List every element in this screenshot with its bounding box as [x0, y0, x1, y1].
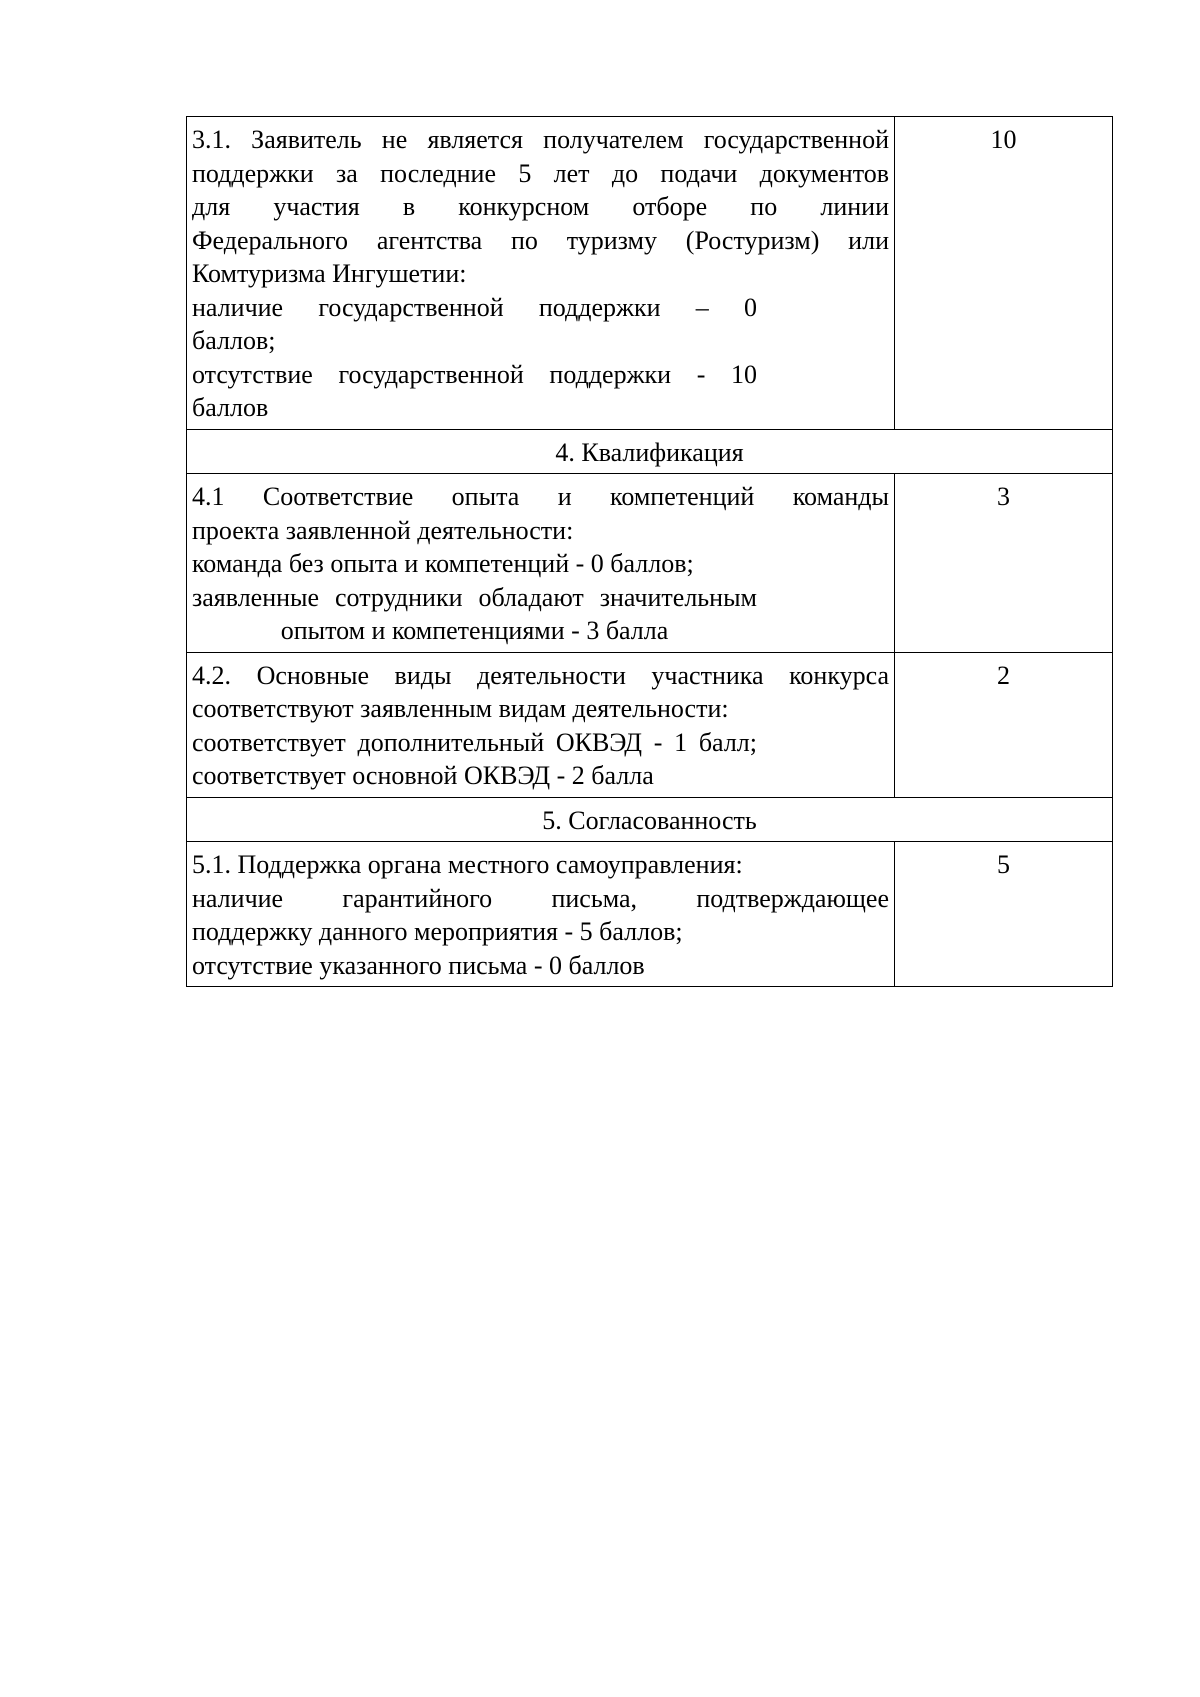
text-line: соответствует дополнительный ОКВЭД - 1 балл; — [192, 727, 757, 757]
table-row-4-1 — [187, 474, 1113, 653]
criteria-table — [186, 116, 1113, 987]
section-title-4: 4. Квалификация — [187, 429, 1113, 474]
text-line: баллов — [192, 393, 269, 422]
text-line: 4.1 Соответствие опыта и компетенций команды — [192, 482, 889, 511]
criterion-text-3-1 — [187, 117, 895, 430]
section-row-5 — [187, 797, 1113, 842]
criterion-score-4-2: 2 — [895, 652, 1113, 797]
criterion-score-4-1: 3 — [895, 474, 1113, 653]
text-line: Федерального агентства по туризму (Ростуризм) или — [192, 225, 889, 255]
text-line: 3.1. Заявитель не является получателем государственной — [192, 125, 889, 154]
criterion-score-3-1: 10 — [895, 117, 1113, 430]
text-line: опытом и компетенциями - 3 балла — [280, 616, 669, 645]
text-line: заявленные сотрудники обладают значительным — [192, 582, 757, 612]
criterion-score-5-1: 5 — [895, 842, 1113, 987]
text-line: проекта заявленной деятельности: — [192, 515, 574, 545]
section-title-5: 5. Согласованность — [187, 797, 1113, 842]
text-line: наличие государственной поддержки – 0 — [192, 292, 757, 322]
criterion-text-5-1 — [187, 842, 895, 987]
table-row-5-1 — [187, 842, 1113, 987]
text-line: соответствуют заявленным видам деятельности: — [192, 694, 729, 723]
table-row-3-1 — [187, 117, 1113, 430]
text-line: Комтуризма Ингушетии: — [192, 259, 467, 288]
text-line: баллов; — [192, 326, 276, 355]
text-line: отсутствие указанного письма - 0 баллов — [192, 950, 645, 980]
text-line: наличие гарантийного письма, подтверждающее — [192, 883, 889, 913]
text-line: поддержки за последние 5 лет до подачи документов — [192, 158, 889, 188]
text-line: для участия в конкурсном отборе по линии — [192, 192, 889, 221]
criterion-text-4-2 — [187, 652, 895, 797]
text-line: отсутствие государственной поддержки - 10 — [192, 359, 757, 389]
text-line: команда без опыта и компетенций - 0 баллов; — [192, 549, 694, 578]
text-line: 5.1. Поддержка органа местного самоуправления: — [192, 850, 743, 879]
text-line: 4.2. Основные виды деятельности участника конкурса — [192, 660, 889, 690]
table-row-4-2 — [187, 652, 1113, 797]
text-line: соответствует основной ОКВЭД - 2 балла — [192, 761, 654, 790]
section-row-4 — [187, 429, 1113, 474]
text-line: поддержку данного мероприятия - 5 баллов; — [192, 917, 683, 946]
criterion-text-4-1 — [187, 474, 895, 653]
